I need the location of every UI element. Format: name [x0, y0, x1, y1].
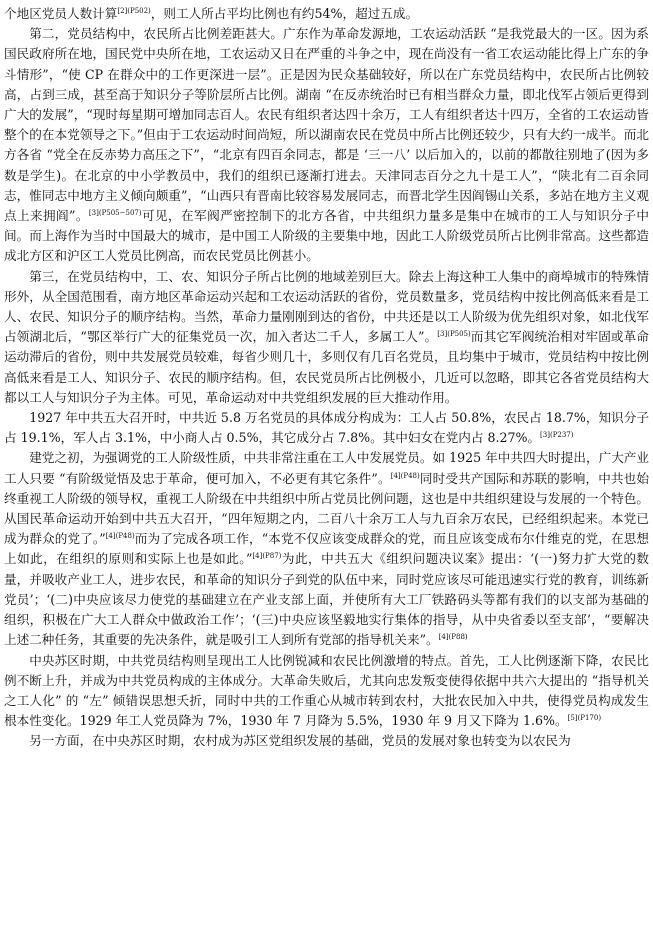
paragraph	[4, 731, 649, 751]
citation-marker: [3](P237)	[540, 431, 574, 440]
paragraph-text: 建党之初，为强调党的工人阶级性质，中共非常注重在工人中发展党员。如 1925 年中共四大时提出，广大产业工人只要 “有阶级觉悟及忠于革命，便可加入，不必更有其它条件”。	[4, 450, 649, 486]
citation-marker: [4](P87)	[252, 552, 282, 561]
paragraph	[4, 4, 649, 24]
paragraph-text: 个地区党员人数计算	[4, 6, 118, 21]
paragraph-text: 中央苏区时期，中共党员结构则呈现出工人比例锐减和农民比例激增的特点。首先，工人比例逐渐下降，农民比例不断上升，并成为中共党员构成的主体成分。大革命失败后，尤其向忠发叛变使得依据中共六大提出的 “指导机关之工人化” 的 “左” 倾错误思想夭折，同时中共的工作重心从城市转到农村，大批农民加入中共，使得党员构成发生根本性变化。1929 年工人党员降为 7%，1930 年 7 月降为 5.5%，1930 年 9 月又下降为 1.6%。	[4, 652, 649, 729]
paragraph-text: 同时受共产国际和苏联的影响，中共也始终重视工人阶级的领导权，重视工人阶级在中共组织中所占党员比例问题，这也是中共组织建设与发展的一个特色。从国民革命运动开始到中共五大召开，“四年短期之内，二百八十余万工人与九百余万农民，已经组织起来。本党已成为群众的党了。”	[4, 470, 649, 547]
paragraph-text: 第三，在党员结构中，工、农、知识分子所占比例的地域差别巨大。除去上海这种工人集中的商埠城市的特殊情形外，从全国范围看，南方地区革命运动兴起和工农运动活跃的省份，党员数量多，党员结构中按比例高低来看是工人、农民、知识分子的顺序结构。当然，革命力量刚刚到达的省份，中共还是以工人阶级为优先组织对象，如北伐军占领湖北后，“鄂区举行广大的征集党员一次，加入者达二千人，多属工人”。	[4, 268, 649, 345]
citation-marker: [3](P505)	[437, 330, 471, 339]
paragraph-text: 为此，中共五大《组织问题决议案》提出：‘(一)努力扩大党的数量，并吸收产业工人，进步农民，和革命的知识分子到党的队伍中来，同时党应该尽可能迅速实行党的教育，训练新党员’；‘(二)中央应该尽力使党的基础建立在产业支部上面，并使所有大工厂铁路码头等都有我们的以支部为基础的组织，积极在广大工人群众中做政治工作’；‘(三)中央应该坚毅地实行集体的指导，从中央省委以至支部’，“要解决上述二种任务，其重要的先决条件，就是吸引工人到所有党部的指导机关来”。	[4, 551, 649, 648]
paragraph	[4, 651, 649, 732]
paragraph-text: 而为了完成各项工作，“本党不仅应该变成群众的党，而且应该变成布尔什维克的党，在思想上如此，在组织的原则和实际上也是如此。”	[4, 531, 649, 567]
citation-marker: [3](P505−507)	[88, 208, 142, 217]
paragraph-text: 第二，党员结构中，农民所占比例差距甚大。广东作为革命发源地，工农运动活跃 “是我党最大的一区。因为系国民政府所在地，国民党中央所在地，工农运动又日在严重的斗争之中，现在尚没有一省工农运动能比得上广东的争斗情形”，“使 CP 在群众中的工作更深进一层”。正是因为民众基础较好，所以在广东党员结构中，农民所占比例较高，占到三成，甚至高于知识分子等阶层所占比例。湖南 “在反赤统治时已有相当群众力量，即北伐军占领后更得到广大的发展”，“现时每星期可增加同志百人。农民有组织者达四十余万，工人有组织者达十四万，全省的工农运动皆整个的在本党领导之下。”但由于工农运动时间尚短，所以湖南农民在党员中所占比例还较少，只有大约一成半。而北方各省 “党全在反赤势力高压之下”，“北京有四百余同志，都是 ‘三一八’ 以后加入的，以前的都散往别地了(因为多数是学生)。在北京的中小学教员中，我们的组织已逐渐打进去。天津同志百分之九十是工人”，“陕北有二百余同志，惟同志中地方主义倾向颇重”，“山西只有晋南比较容易发展同志，而晋北学生因阎锡山关系，多站在地方主义观点上来拥阎”。	[4, 26, 649, 224]
paragraph-text: 而其它军阀统治相对牢固或革命运动滞后的省份，则中共发展党员较难，每省少则几十，多则仅有几百名党员，且均集中于城市，党员结构中按比例高低来看是工人、知识分子、农民的顺序结构。但，农民党员所占比例极小，几近可以忽略，即其它各省党员结构大都以工人与知识分子为主体。可见，革命运动对中共党组织发展的巨大推动作用。	[4, 329, 649, 405]
citation-marker: [2](P502)	[117, 6, 151, 15]
citation-marker: [4](P88)	[438, 633, 468, 642]
paragraph	[4, 408, 649, 448]
paragraph-text: 1927 年中共五大召开时，中共近 5.8 万名党员的具体成分构成为：工人占 50.8%，农民占 18.7%，知识分子占 19.1%，军人占 3.1%，中小商人占 0.5%，其它成分占 7.8%。其中妇女在党内占 8.27%。	[4, 410, 649, 446]
citation-marker: [5](P170)	[567, 713, 602, 722]
paragraph-text: 可见，在军阀严密控制下的北方各省，中共组织力量多是集中在城市的工人与知识分子中间。而上海作为当时中国最大的城市，是中国工人阶级的主要集中地，因此工人阶级党员所占比例非常高。这些都造成北方区和沪区工人党员比例高，而农民党员比例甚小。	[4, 208, 649, 264]
citation-marker: [4](P48)	[390, 471, 420, 480]
citation-marker: [4](P48)	[105, 532, 135, 541]
paragraph	[4, 448, 649, 650]
paragraph	[4, 24, 649, 266]
paragraph	[4, 267, 649, 408]
paragraph-text: 另一方面，在中央苏区时期，农村成为苏区党组织发展的基础，党员的发展对象也转变为以农民为	[29, 733, 571, 749]
paragraph-text: ，则工人所占平均比例也有约54%，超过五成。	[150, 6, 419, 21]
